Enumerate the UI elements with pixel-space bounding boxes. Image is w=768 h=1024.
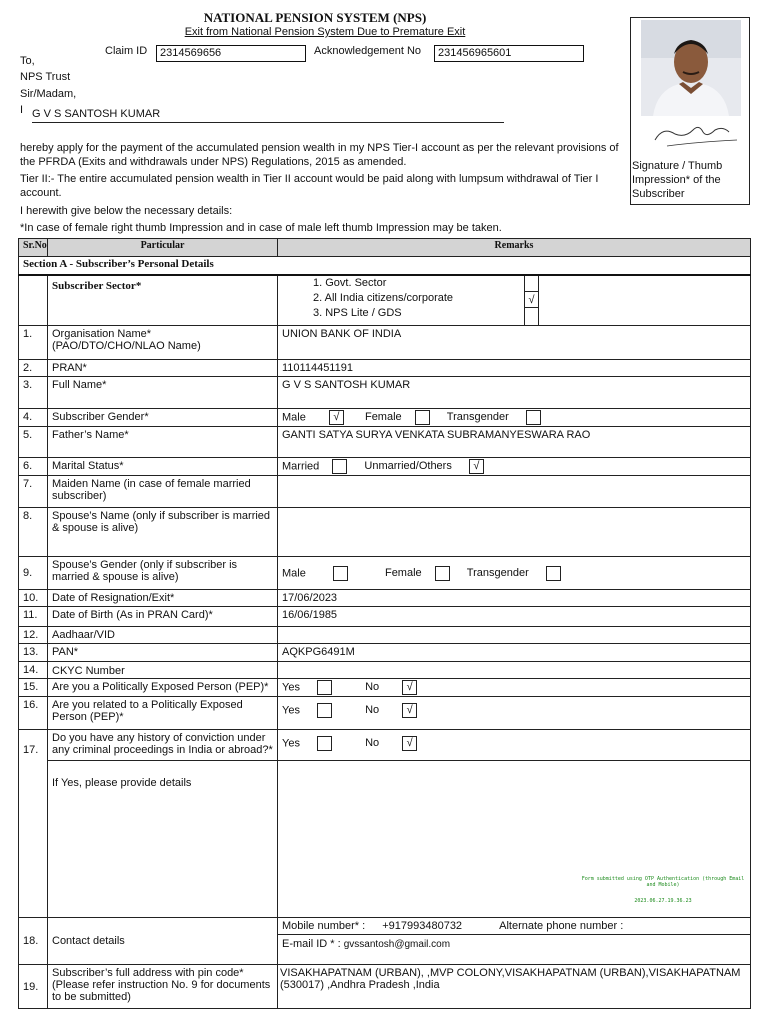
full-name-value: G V S SANTOSH KUMAR — [278, 377, 751, 409]
sector-checkbox-1[interactable] — [525, 276, 538, 292]
form-subtitle: Exit from National Pension System Due to Premature Exit — [184, 26, 466, 38]
sector-label: Subscriber Sector* — [48, 275, 278, 326]
table-row — [19, 679, 751, 697]
table-row — [19, 409, 751, 427]
row-number: 12. — [19, 627, 48, 644]
row-number: 17. — [19, 730, 48, 918]
spouse-name-label: Spouse’s Name (only if subscriber is married & spouse is alive) — [48, 508, 278, 557]
marital-status-label: Marital Status* — [48, 458, 278, 476]
table-row — [19, 965, 751, 1009]
ack-label: Acknowledgement No — [314, 45, 422, 57]
row-number: 11. — [19, 607, 48, 627]
to-text: To, — [20, 55, 35, 67]
spouse-name-value — [278, 508, 751, 557]
row-number: 7. — [19, 476, 48, 508]
row-number: 2. — [19, 360, 48, 377]
exit-date-label: Date of Resignation/Exit* — [48, 590, 278, 607]
father-name-label: Father’s Name* — [48, 427, 278, 458]
pep-related-yes-label: Yes — [282, 704, 300, 717]
spouse-male-checkbox[interactable] — [333, 566, 348, 581]
intro-paragraph-1: hereby apply for the payment of the accumulated pension wealth in my NPS Tier-I account as per the relevant provisions of the PFRDA (Exits and withdrawals under NPS) Regulations, 2015 as amended. — [20, 142, 619, 168]
spouse-female-checkbox[interactable] — [435, 566, 450, 581]
org-name-label: Organisation Name* — [52, 328, 152, 340]
subscriber-photo — [631, 18, 751, 158]
table-row-sector — [19, 275, 751, 326]
claim-id-field[interactable]: 2314569656 — [156, 45, 306, 62]
col-header-srno: Sr.No — [19, 239, 48, 257]
intro-paragraph-2: Tier II:- The entire accumulated pension wealth in Tier II account would be paid along with lumpsum withdrawal of Tier I account. — [20, 173, 599, 199]
col-header-remarks: Remarks — [278, 239, 751, 257]
contact-label: Contact details — [48, 918, 278, 965]
gender-trans-label: Transgender — [446, 411, 509, 424]
row-number: 16. — [19, 697, 48, 730]
spouse-female-label: Female — [384, 566, 422, 579]
pep-related-label: Are you related to a Politically Exposed Person (PEP)* — [48, 697, 278, 730]
spouse-trans-label: Transgender — [466, 566, 529, 579]
row-number: 14. — [19, 662, 48, 679]
details-table — [18, 238, 751, 1009]
sector-option-1: 1. Govt. Sector — [313, 276, 387, 289]
pran-value: 110114451191 — [278, 360, 751, 377]
org-name-value: UNION BANK OF INDIA — [278, 326, 751, 360]
table-row — [19, 918, 751, 965]
aadhaar-value — [278, 627, 751, 644]
row-number: 18. — [19, 918, 48, 965]
full-name-label: Full Name* — [48, 377, 278, 409]
maiden-name-label: Maiden Name (in case of female married subscriber) — [48, 476, 278, 508]
table-row — [19, 508, 751, 557]
otp-note: Form submitted using OTP Authentication (through Email and Mobile) — [581, 876, 745, 888]
married-label: Married — [282, 460, 320, 473]
conviction-yes-label: Yes — [282, 737, 300, 750]
i-text: I — [20, 104, 24, 116]
row-number: 6. — [19, 458, 48, 476]
row-number: 4. — [19, 409, 48, 427]
conviction-details-label: If Yes, please provide details — [52, 777, 192, 789]
sector-option-2: 2. All India citizens/corporate — [313, 291, 454, 304]
sector-option-3: 3. NPS Lite / GDS — [313, 306, 402, 319]
address-label: Subscriber’s full address with pin code* (Please refer instruction No. 9 for documents to be submitted) — [48, 965, 278, 1009]
unmarried-checkbox[interactable]: √ — [469, 459, 484, 474]
signature-caption: Signature / Thumb Impression* of the Subscriber — [632, 160, 723, 200]
address-value: VISAKHAPATNAM (URBAN), ,MVP COLONY,VISAKHAPATNAM (URBAN),VISAKHAPATNAM (530017) ,Andhra Pradesh ,India — [278, 965, 751, 1009]
row-number: 13. — [19, 644, 48, 662]
row-number: 8. — [19, 508, 48, 557]
conviction-no-label: No — [365, 737, 380, 750]
dob-label: Date of Birth (As in PRAN Card)* — [48, 607, 278, 627]
conviction-label: Do you have any history of conviction under any criminal proceedings in India or abroad?* — [48, 730, 277, 761]
section-a-heading: Section A - Subscriber’s Personal Details — [19, 257, 751, 275]
row-number: 9. — [19, 557, 48, 590]
gender-male-checkbox[interactable]: √ — [329, 410, 344, 425]
conviction-yes-checkbox[interactable] — [317, 736, 332, 751]
table-row — [19, 458, 751, 476]
sector-checkbox-3[interactable] — [525, 308, 538, 324]
mobile-label: Mobile number* : — [282, 920, 366, 932]
salutation-text: Sir/Madam, — [20, 88, 77, 100]
pran-label: PRAN* — [48, 360, 278, 377]
gender-female-label: Female — [364, 411, 402, 424]
conviction-details-field[interactable] — [278, 761, 750, 916]
org-name-sublabel: (PAO/DTO/CHO/NLAO Name) — [52, 340, 201, 352]
gender-label: Subscriber Gender* — [48, 409, 278, 427]
pan-label: PAN* — [48, 644, 278, 662]
row-number: 3. — [19, 377, 48, 409]
otp-timestamp: 2023.06.27.19.36.23 — [634, 898, 692, 904]
table-row — [19, 662, 751, 679]
pep-no-checkbox[interactable]: √ — [402, 680, 417, 695]
conviction-no-checkbox[interactable]: √ — [402, 736, 417, 751]
maiden-name-value — [278, 476, 751, 508]
applicant-name: G V S SANTOSH KUMAR — [32, 108, 504, 123]
row-number: 10. — [19, 590, 48, 607]
table-row — [19, 326, 751, 360]
unmarried-label: Unmarried/Others — [364, 460, 452, 473]
ckyc-label: CKYC Number — [48, 662, 278, 679]
pep-no-label: No — [365, 681, 380, 694]
table-row — [19, 427, 751, 458]
ckyc-value — [278, 662, 751, 679]
signature-scribble — [655, 127, 729, 140]
pep-related-no-label: No — [365, 704, 380, 717]
exit-date-value: 17/06/2023 — [278, 590, 751, 607]
pep-related-no-checkbox[interactable]: √ — [402, 703, 417, 718]
spouse-trans-checkbox[interactable] — [546, 566, 561, 581]
row-number: 15. — [19, 679, 48, 697]
table-row — [19, 557, 751, 590]
row-number: 5. — [19, 427, 48, 458]
ack-no-field[interactable]: 231456965601 — [434, 45, 584, 62]
mobile-value: +917993480732 — [382, 920, 463, 932]
table-row — [19, 644, 751, 662]
spouse-gender-label: Spouse’s Gender (only if subscriber is married & spouse is alive) — [48, 557, 278, 590]
table-row — [19, 476, 751, 508]
row-number: 19. — [19, 965, 48, 1009]
claim-id-label: Claim ID — [105, 45, 148, 57]
table-row — [19, 607, 751, 627]
form-title: NATIONAL PENSION SYSTEM (NPS) — [203, 10, 427, 25]
gender-female-checkbox[interactable] — [415, 410, 430, 425]
aadhaar-label: Aadhaar/VID — [48, 627, 278, 644]
dob-value: 16/06/1985 — [278, 607, 751, 627]
sector-checkbox-2[interactable]: √ — [525, 292, 538, 308]
intro-paragraph-3: I herewith give below the necessary details: — [20, 205, 233, 217]
pep-related-yes-checkbox[interactable] — [317, 703, 332, 718]
table-row — [19, 590, 751, 607]
gender-male-label: Male — [282, 411, 306, 424]
trust-text: NPS Trust — [20, 71, 71, 83]
alt-phone-label: Alternate phone number : — [499, 920, 624, 932]
row-number: 1. — [19, 326, 48, 360]
spouse-male-label: Male — [282, 566, 306, 579]
email-label: E-mail ID * : — [282, 938, 341, 950]
table-row — [19, 627, 751, 644]
col-header-particular: Particular — [48, 239, 278, 257]
photo-signature-box — [630, 17, 750, 205]
gender-trans-checkbox[interactable] — [526, 410, 541, 425]
father-name-value: GANTI SATYA SURYA VENKATA SUBRAMANYESWARA RAO — [278, 427, 751, 458]
table-row — [19, 360, 751, 377]
pep-label: Are you a Politically Exposed Person (PEP)* — [48, 679, 278, 697]
email-value: gvssantosh@gmail.com — [343, 939, 451, 950]
pan-value: AQKPG6491M — [278, 644, 751, 662]
table-row — [19, 730, 751, 918]
pep-yes-checkbox[interactable] — [317, 680, 332, 695]
married-checkbox[interactable] — [332, 459, 347, 474]
table-row — [19, 377, 751, 409]
intro-paragraph-4: *In case of female right thumb Impression and in case of male left thumb Impression may be taken. — [20, 222, 502, 234]
table-row — [19, 697, 751, 730]
pep-yes-label: Yes — [282, 681, 300, 694]
